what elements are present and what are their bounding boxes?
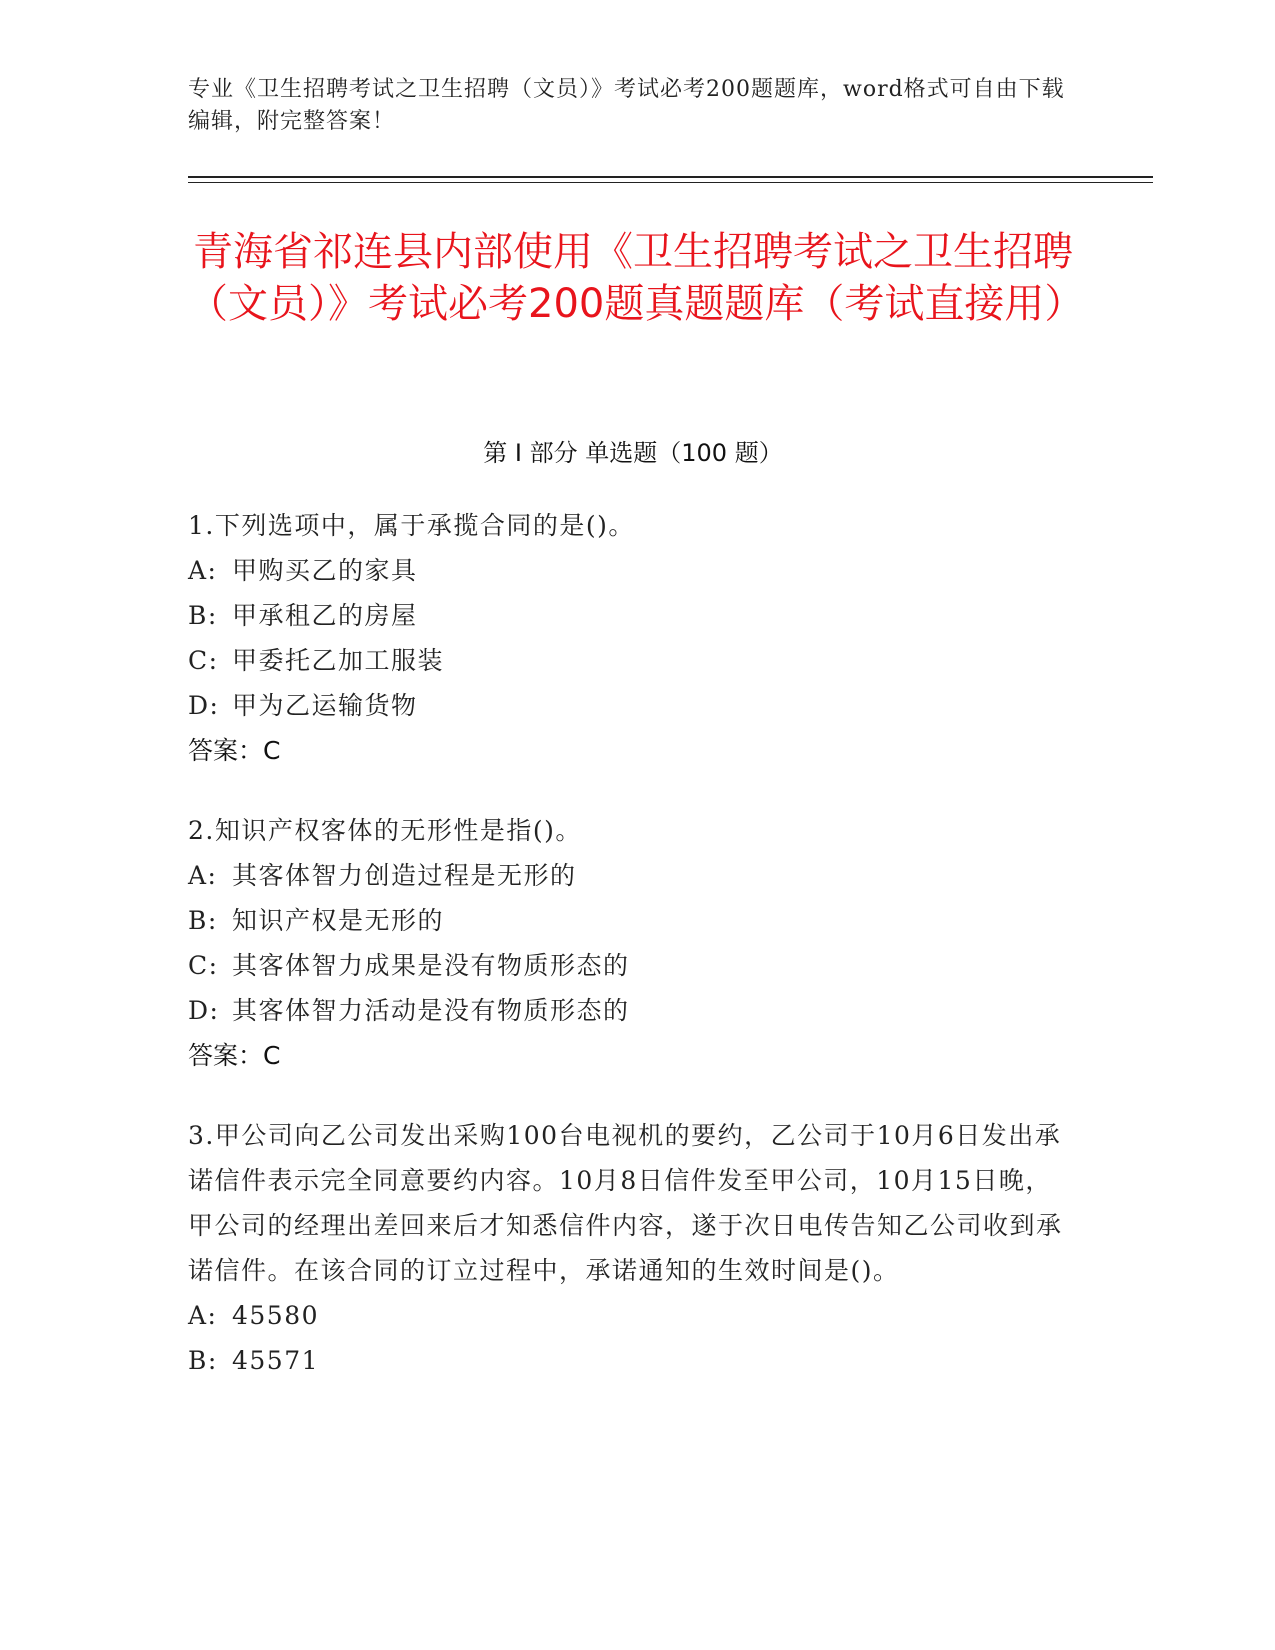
answer-text: 答案：C: [188, 736, 281, 765]
option-text: 知识产权是无形的: [232, 906, 445, 935]
option-letter: C:: [188, 646, 219, 675]
option-letter: A:: [188, 556, 218, 585]
option-letter: B:: [188, 1346, 218, 1375]
option-text: 甲承租乙的房屋: [232, 601, 418, 630]
answer-text: 答案：C: [188, 1041, 281, 1070]
document-title: 青海省祁连县内部使用《卫生招聘考试之卫生招聘（文员）》考试必考200题真题题库（考试直接用）: [188, 229, 1085, 327]
option-letter: D:: [188, 996, 220, 1025]
option-text: 甲委托乙加工服装: [232, 646, 445, 675]
option-text: 45580: [232, 1301, 320, 1330]
header-divider-thick: [188, 176, 1153, 178]
option-a: [188, 548, 1073, 593]
question-stem: 3.甲公司向乙公司发出采购100台电视机的要约，乙公司于10月6日发出承诺信件表示完全同意要约内容。10月8日信件发至甲公司，10月15日晚，甲公司的经理出差回来后才知悉信件内容，遂于次日电传告知乙公司收到承诺信件。在该合同的订立过程中，承诺通知的生效时间是()。: [188, 1121, 1063, 1285]
question-2: [188, 808, 1073, 1078]
option-a: [188, 1293, 1073, 1338]
option-text: 其客体智力成果是没有物质形态的: [232, 951, 630, 980]
option-text: 其客体智力创造过程是无形的: [232, 861, 577, 890]
option-d: [188, 988, 1073, 1033]
option-text: 其客体智力活动是没有物质形态的: [232, 996, 630, 1025]
option-text: 甲为乙运输货物: [232, 691, 418, 720]
option-b: [188, 593, 1073, 638]
option-c: [188, 638, 1073, 683]
question-3: [188, 1113, 1073, 1383]
option-d: [188, 683, 1073, 728]
question-stem: 1.下列选项中，属于承揽合同的是()。: [188, 511, 635, 540]
option-text: 甲购买乙的家具: [232, 556, 418, 585]
option-letter: A:: [188, 861, 218, 890]
option-a: [188, 853, 1073, 898]
option-letter: B:: [188, 601, 218, 630]
option-letter: A:: [188, 1301, 218, 1330]
intro-text: 专业《卫生招聘考试之卫生招聘（文员）》考试必考200题题库，word格式可自由下载编辑，附完整答案！: [188, 77, 1065, 134]
option-text: 45571: [232, 1346, 320, 1375]
option-c: [188, 943, 1073, 988]
section-heading: 第 I 部分 单选题（100 题）: [483, 439, 783, 467]
question-1: [188, 503, 1073, 773]
option-letter: C:: [188, 951, 219, 980]
question-stem: 2.知识产权客体的无形性是指()。: [188, 816, 582, 845]
option-letter: B:: [188, 906, 218, 935]
option-letter: D:: [188, 691, 220, 720]
header-divider-thin: [188, 182, 1153, 183]
option-b: [188, 1338, 1073, 1383]
option-b: [188, 898, 1073, 943]
